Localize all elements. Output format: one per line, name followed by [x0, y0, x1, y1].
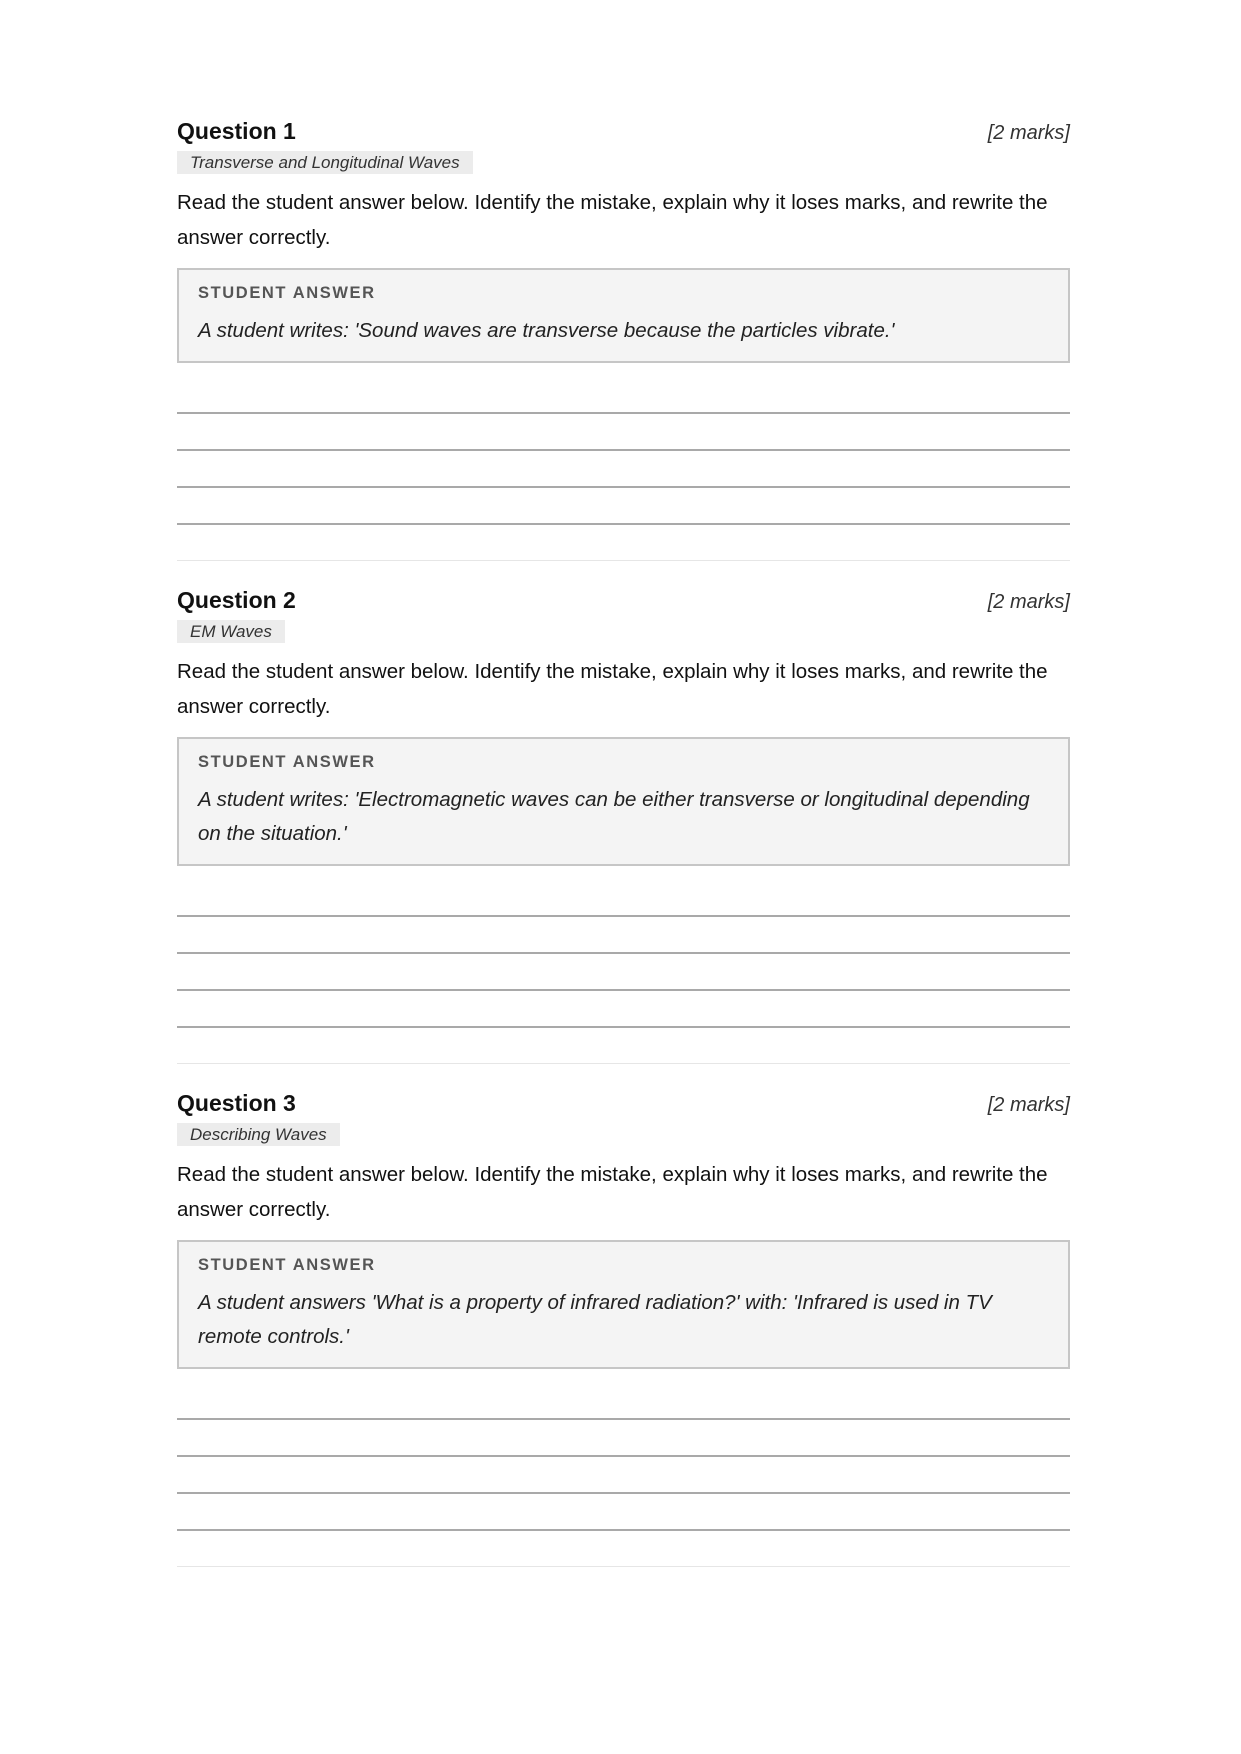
answer-lines[interactable] — [177, 882, 1070, 1063]
question-title: Question 1 — [177, 118, 296, 144]
question-header — [177, 585, 1070, 615]
answer-line[interactable] — [177, 1459, 1070, 1494]
question-header — [177, 1088, 1070, 1118]
question-prompt: Read the student answer below. Identify the mistake, explain why it loses marks, and rewrite the answer correctly. — [177, 1163, 1048, 1221]
question-3 — [177, 1088, 1070, 1567]
question-marks: [2 marks] — [987, 591, 1070, 613]
topic-tag: Describing Waves — [177, 1123, 340, 1146]
question-title: Question 2 — [177, 587, 296, 613]
answer-line[interactable] — [177, 1496, 1070, 1531]
question-2 — [177, 585, 1070, 1064]
answer-line[interactable] — [177, 1422, 1070, 1457]
topic-tag: Transverse and Longitudinal Waves — [177, 151, 473, 174]
question-title: Question 3 — [177, 1090, 296, 1116]
question-marks: [2 marks] — [987, 122, 1070, 144]
question-1 — [177, 116, 1070, 561]
question-prompt: Read the student answer below. Identify the mistake, explain why it loses marks, and rewrite the answer correctly. — [177, 191, 1048, 249]
worksheet-page — [177, 116, 1070, 1567]
question-marks: [2 marks] — [987, 1094, 1070, 1116]
question-prompt: Read the student answer below. Identify the mistake, explain why it loses marks, and rewrite the answer correctly. — [177, 660, 1048, 718]
student-answer-label: STUDENT ANSWER — [198, 1256, 376, 1274]
student-answer-label: STUDENT ANSWER — [198, 753, 376, 771]
answer-line[interactable] — [177, 490, 1070, 525]
student-answer-text: A student writes: 'Sound waves are transverse because the particles vibrate.' — [198, 319, 895, 342]
topic-tag: EM Waves — [177, 620, 285, 643]
answer-lines[interactable] — [177, 379, 1070, 560]
answer-line[interactable] — [177, 1385, 1070, 1420]
student-answer-box — [177, 737, 1070, 866]
answer-lines[interactable] — [177, 1385, 1070, 1566]
answer-line[interactable] — [177, 956, 1070, 991]
answer-line[interactable] — [177, 379, 1070, 414]
student-answer-label: STUDENT ANSWER — [198, 284, 376, 302]
answer-line[interactable] — [177, 416, 1070, 451]
answer-line[interactable] — [177, 882, 1070, 917]
answer-line[interactable] — [177, 919, 1070, 954]
answer-line[interactable] — [177, 993, 1070, 1028]
student-answer-text: A student answers 'What is a property of infrared radiation?' with: 'Infrared is used in TV remote controls.' — [198, 1291, 992, 1348]
student-answer-box — [177, 268, 1070, 363]
question-header — [177, 116, 1070, 146]
answer-line[interactable] — [177, 453, 1070, 488]
student-answer-text: A student writes: 'Electromagnetic waves can be either transverse or longitudinal depending on the situation.' — [198, 788, 1030, 845]
student-answer-box — [177, 1240, 1070, 1369]
